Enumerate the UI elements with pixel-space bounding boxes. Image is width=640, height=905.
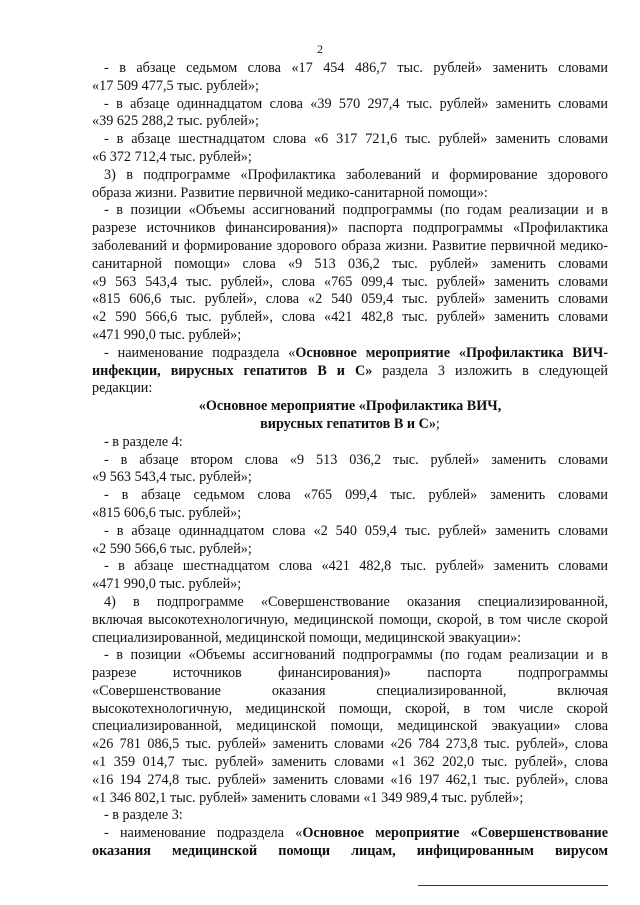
text-line: «26 781 086,5 тыс. рублей» заменить словами «26 784 273,8 тыс. рублей», слова: [92, 736, 608, 753]
text-line: оказания медицинской помощи лицам, инфицированным вирусом: [92, 843, 608, 860]
text-line: «6 372 712,4 тыс. рублей»;: [92, 148, 252, 165]
text-segment: - наименование подраздела «: [104, 825, 303, 842]
text-line: включая высокотехнологичную, медицинской помощи, скорой, в том числе скорой: [92, 611, 608, 628]
text-line: разрезе источников финансирования)» паспорта подпрограммы: [92, 665, 608, 682]
text-line: - в абзаце шестнадцатом слова «6 317 721,6 тыс. рублей» заменить словами: [104, 131, 608, 148]
text-line: - в позиции «Объемы ассигнований подпрограммы (по годам реализации и в: [104, 647, 608, 664]
text-line: - в абзаце одиннадцатом слова «2 540 059,4 тыс. рублей» заменить словами: [104, 522, 608, 539]
bold-text: инфекции, вирусных гепатитов В и С»: [92, 362, 373, 379]
text-line: образа жизни. Развитие первичной медико-санитарной помощи»:: [92, 184, 488, 201]
bold-text: вирусных гепатитов В и С»: [260, 415, 436, 432]
text-line: «2 590 566,6 тыс. рублей», слова «421 482,8 тыс. рублей» заменить словами: [92, 309, 608, 326]
text-line: «2 590 566,6 тыс. рублей»;: [92, 540, 252, 557]
text-line: «39 625 288,2 тыс. рублей»;: [92, 113, 259, 130]
text-line: [92, 363, 608, 381]
text-segment: раздела 3 изложить в следующей: [372, 362, 608, 379]
text-line: редакции:: [92, 380, 153, 397]
text-line: «17 509 477,5 тыс. рублей»;: [92, 77, 259, 94]
text-line: «16 194 274,8 тыс. рублей» заменить словами «16 197 462,1 тыс. рублей», слова: [92, 771, 608, 788]
text-line: - в абзаце седьмом слова «765 099,4 тыс. рублей» заменить словами: [104, 487, 608, 504]
text-line: вирусных гепатитов В и С»;: [260, 415, 440, 432]
text-line: «9 563 543,4 тыс. рублей»;: [92, 469, 252, 486]
text-line: - в абзаце шестнадцатом слова «421 482,8 тыс. рублей» заменить словами: [104, 558, 608, 575]
text-line: «815 606,6 тыс. рублей», слова «2 540 059,4 тыс. рублей» заменить словами: [92, 291, 608, 308]
text-line: - в разделе 3:: [104, 807, 183, 824]
text-line: - в абзаце одиннадцатом слова «39 570 297,4 тыс. рублей» заменить словами: [104, 95, 608, 112]
text-line: «1 346 802,1 тыс. рублей» заменить словами «1 349 989,4 тыс. рублей»;: [92, 789, 524, 806]
text-line: «Основное мероприятие «Профилактика ВИЧ,: [198, 398, 502, 415]
text-line: - в абзаце седьмом слова «17 454 486,7 тыс. рублей» заменить словами: [104, 60, 608, 76]
text-segment: - наименование подраздела «: [104, 344, 296, 361]
document-body: [92, 60, 608, 861]
text-line: «815 606,6 тыс. рублей»;: [92, 504, 242, 521]
text-line: «1 359 014,7 тыс. рублей» заменить словами «1 362 202,0 тыс. рублей», слова: [92, 754, 608, 771]
text-line: «Совершенствование оказания специализированной, включая: [92, 682, 608, 699]
bold-text: Основное мероприятие «Совершенствование: [302, 825, 608, 842]
text-line: - в разделе 4:: [104, 433, 183, 450]
text-line: разрезе источников финансирования)» паспорта подпрограммы «Профилактика: [92, 220, 608, 237]
footer-divider: [418, 885, 608, 886]
text-line: - в позиции «Объемы ассигнований подпрограммы (по годам реализации и в: [104, 202, 608, 219]
page-number: 2: [317, 42, 323, 56]
bold-text: Основное мероприятие «Профилактика ВИЧ-: [295, 344, 608, 361]
text-line: 3) в подпрограмме «Профилактика заболеваний и формирование здорового: [104, 166, 608, 183]
text-line: «471 990,0 тыс. рублей»;: [92, 326, 242, 343]
text-line: санитарной помощи» слова «9 513 036,2 тыс. рублей» заменить словами: [92, 255, 608, 272]
text-line: «9 563 543,4 тыс. рублей», слова «765 099,4 тыс. рублей» заменить словами: [92, 273, 608, 290]
text-line: 4) в подпрограмме «Совершенствование оказания специализированной,: [104, 593, 608, 610]
text-line: [92, 825, 608, 843]
text-line: заболеваний и формирование здорового образа жизни. Развитие первичной медико-: [92, 237, 608, 254]
text-line: «471 990,0 тыс. рублей»;: [92, 576, 242, 593]
text-line: - в абзаце втором слова «9 513 036,2 тыс. рублей» заменить словами: [104, 451, 608, 468]
text-line: высокотехнологичную, медицинской помощи, скорой, в том числе скорой: [92, 700, 608, 717]
text-line: специализированной, медицинской помощи, медицинской эвакуации»:: [92, 629, 522, 646]
text-line: [92, 345, 608, 363]
text-line: специализированной, медицинской помощи, медицинской эвакуации» слова: [92, 718, 608, 735]
